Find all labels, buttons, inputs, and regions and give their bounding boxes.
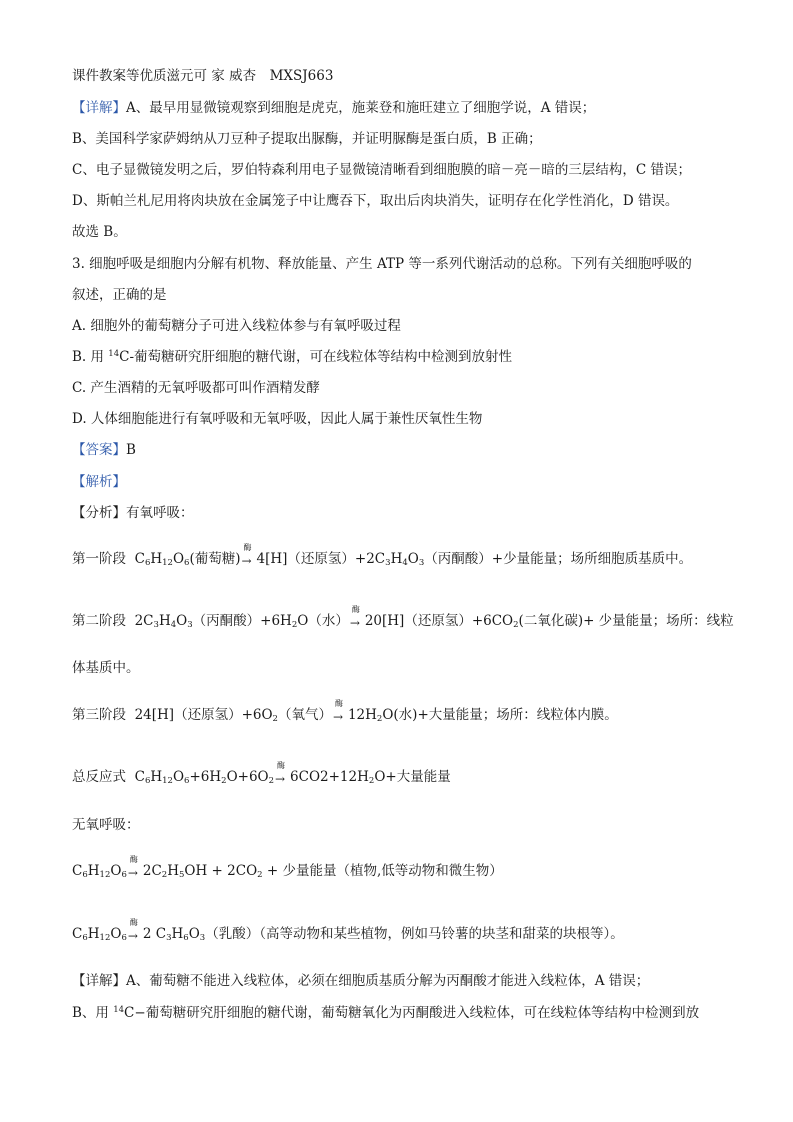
q3-option-a: A. 细胞外的葡萄糖分子可进入线粒体参与有氧呼吸过程 [72,318,401,334]
stage1-equation: 第一阶段 $C_6H_{12}O_6$(葡萄糖) 酶 → 4[H]（还原氢）$+2C_3H_4O_3$（丙酮酸）+少量能量；场所细胞质基质中。 [72,543,693,568]
reaction-arrow-icon: 酶 → [332,699,344,724]
detail1-a: 【详解】A、最早用显微镜观察到细胞是虎克，施莱登和施旺建立了细胞学说，A 错误； [72,100,596,116]
q3-stem-line2: 叙述，正确的是 [72,287,167,303]
total-equation: 总反应式 $C_6H_{12}O_6+6H_2O+6O_2$ 酶 → $6CO2+12H_2O+$大量能量 [72,761,451,786]
detail2-b: B、用 $^{14}$C−葡萄糖研究肝细胞的糖代谢，葡萄糖氧化为丙酮酸进入线粒体，可在线粒体等结构中检测到放 [72,1005,700,1021]
detail1-c: C、电子显微镜发明之后，罗伯特森利用电子显微镜清晰看到细胞膜的暗－亮－暗的三层结构，C 错误； [72,162,691,178]
detail1-conclusion: 故选 B。 [72,224,127,240]
answer-tag: 【答案】 [72,442,126,458]
reaction-arrow-icon: 酶 → [241,543,252,568]
reaction-arrow-icon: 酶 → [275,761,286,786]
q3-stem-line1: 3. 细胞呼吸是细胞内分解有机物、释放能量、产生 ATP 等一系列代谢活动的总称。下列有关细胞呼吸的 [72,256,692,272]
anaerobic-equation-2: $C_6H_{12}O_6$ 酶 → 2 $C_3H_6O_3$（乳酸）（高等动物和某些植物，例如马铃薯的块茎和甜菜的块根等）。 [72,918,624,943]
answer-value: B [126,442,136,458]
q3-option-c: C. 产生酒精的无氧呼吸都可叫作酒精发酵 [72,380,320,396]
jiexi-tag: 【解析】 [72,474,126,490]
detail1-b: B、美国科学家萨姆纳从刀豆种子提取出脲酶，并证明脲酶是蛋白质，B 正确； [72,131,542,147]
detail-tag: 【详解】 [72,100,126,116]
q3-option-b: B. 用 $^{14}$C-葡萄糖研究肝细胞的糖代谢，可在线粒体等结构中检测到放射性 [72,349,513,365]
analysis: 【分析】有氧呼吸： [72,505,194,521]
answer [72,440,136,460]
detail2-a: 【详解】A、葡萄糖不能进入线粒体，必须在细胞质基质分解为丙酮酸才能进入线粒体，A 错误； [72,973,650,989]
stage3-equation: 第三阶段 24[H]（还原氢）$+6O_2$（氧气） 酶 → $12H_2O$(水)+大量能量；场所：线粒体内膜。 [72,699,618,724]
reaction-arrow-icon: 酶 → [127,855,138,880]
stage2-continuation: 体基质中。 [72,660,140,676]
header-text: 课件教案等优质滋元可 家 威杏 MXSJ663 [72,68,334,84]
anaerobic-equation-1: $C_6H_{12}O_6$ 酶 → $2C_2H_5OH + 2CO_2$ + 少量能量（植物,低等动物和微生物） [72,855,503,880]
q3-option-d: D. 人体细胞能进行有氧呼吸和无氧呼吸，因此人属于兼性厌氧性生物 [72,411,483,427]
anaerobic-title: 无氧呼吸： [72,817,140,833]
stage2-equation: 第二阶段 $2C_3H_4O_3$（丙酮酸）$+6H_2O$（水） 酶 → 20[H]（还原氢）$+6CO_2$(二氧化碳)+ 少量能量；场所：线粒 [72,605,734,630]
reaction-arrow-icon: 酶 → [127,918,138,943]
reaction-arrow-icon: 酶 → [349,605,360,630]
detail1-d: D、斯帕兰札尼用将肉块放在金属笼子中让鹰吞下，取出后肉块消失，证明存在化学性消化，D 错误。 [72,193,679,209]
